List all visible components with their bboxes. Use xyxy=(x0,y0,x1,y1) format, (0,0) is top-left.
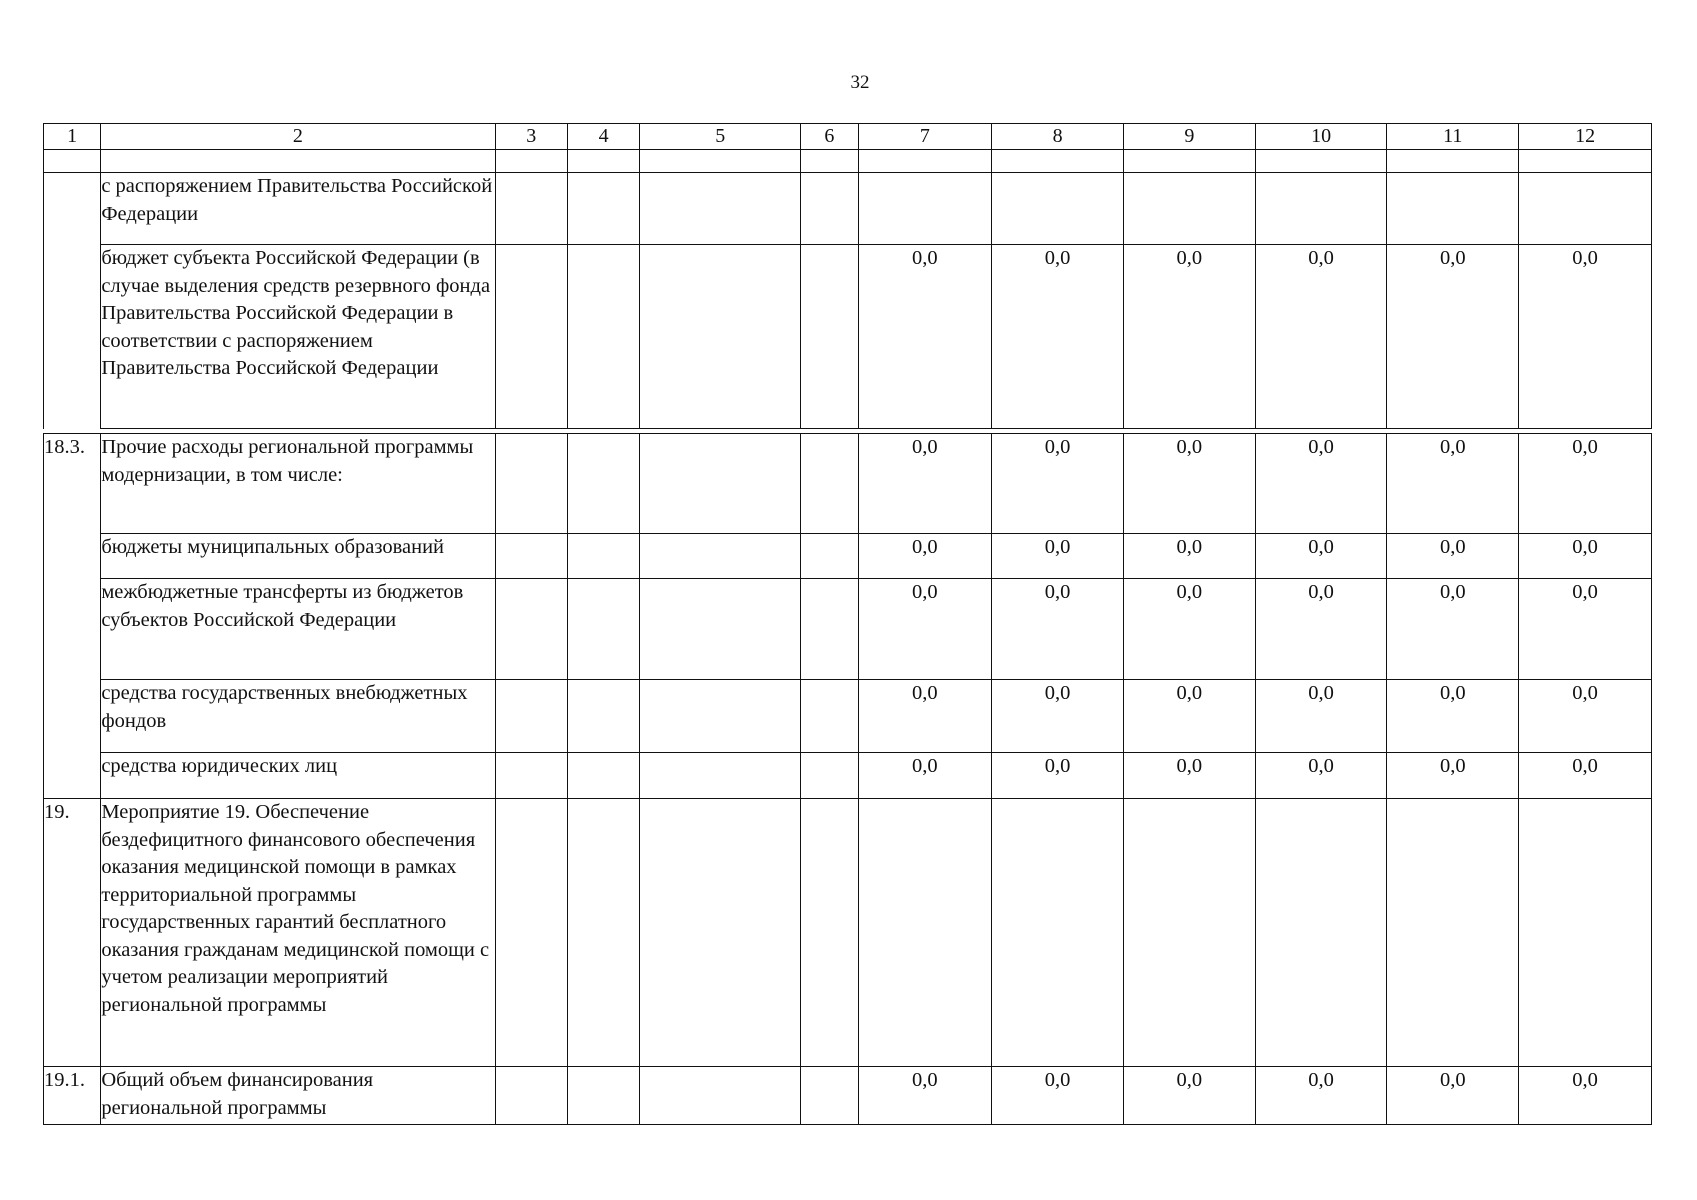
financing-table-continued xyxy=(43,433,1652,1125)
table-row xyxy=(44,579,1652,680)
value-cell: 0,0 xyxy=(1387,680,1519,753)
column-header: 9 xyxy=(1123,124,1255,150)
value-cell: 0,0 xyxy=(858,534,992,579)
value-cell: 0,0 xyxy=(858,434,992,534)
value-cell: 0,0 xyxy=(1387,534,1519,579)
spacer-row xyxy=(44,150,1652,173)
column-header: 2 xyxy=(101,124,495,150)
column-number-row xyxy=(44,124,1652,150)
value-cell: 0,0 xyxy=(1519,534,1652,579)
value-cell: 0,0 xyxy=(1519,434,1652,534)
value-cell xyxy=(992,799,1124,1067)
column-header: 7 xyxy=(858,124,992,150)
value-cell xyxy=(858,799,992,1067)
value-cell xyxy=(858,173,992,245)
value-cell: 0,0 xyxy=(1519,1067,1652,1125)
value-cell: 0,0 xyxy=(1519,753,1652,799)
column-header: 3 xyxy=(495,124,567,150)
row-number: 18.3. xyxy=(44,434,101,799)
column-header: 5 xyxy=(640,124,801,150)
value-cell: 0,0 xyxy=(858,680,992,753)
value-cell: 0,0 xyxy=(1387,1067,1519,1125)
table-row xyxy=(44,534,1652,579)
value-cell: 0,0 xyxy=(1123,680,1255,753)
row-description: межбюджетные трансферты из бюджетов субъектов Российской Федерации xyxy=(101,579,495,680)
value-cell: 0,0 xyxy=(1255,753,1387,799)
row-description: средства государственных внебюджетных фондов xyxy=(101,680,495,753)
value-cell: 0,0 xyxy=(1519,245,1652,429)
row-description: бюджет субъекта Российской Федерации (в случае выделения средств резервного фонда Правительства Российской Федерации в соответствии с распоряжением Правительства Российской Федерации xyxy=(101,245,495,429)
table-row xyxy=(44,1067,1652,1125)
table-row xyxy=(44,245,1652,429)
row-description: средства юридических лиц xyxy=(101,753,495,799)
value-cell: 0,0 xyxy=(1387,579,1519,680)
financing-table xyxy=(43,123,1652,429)
value-cell: 0,0 xyxy=(992,534,1124,579)
value-cell: 0,0 xyxy=(992,579,1124,680)
column-header: 10 xyxy=(1255,124,1387,150)
value-cell: 0,0 xyxy=(1519,579,1652,680)
row-description: с распоряжением Правительства Российской Федерации xyxy=(101,173,495,245)
row-description: Мероприятие 19. Обеспечение бездефицитного финансового обеспечения оказания медицинской помощи в рамках территориальной программы государственных гарантий бесплатного оказания гражданам медицинской помощи с учетом реализации мероприятий региональной программы xyxy=(101,799,495,1067)
table-row xyxy=(44,434,1652,534)
column-header: 11 xyxy=(1387,124,1519,150)
value-cell: 0,0 xyxy=(1123,1067,1255,1125)
row-description: Общий объем финансирования региональной программы xyxy=(101,1067,495,1125)
value-cell: 0,0 xyxy=(1255,579,1387,680)
value-cell: 0,0 xyxy=(1519,680,1652,753)
value-cell xyxy=(1519,799,1652,1067)
value-cell: 0,0 xyxy=(1255,1067,1387,1125)
value-cell: 0,0 xyxy=(1387,434,1519,534)
row-number: 19. xyxy=(44,799,101,1067)
value-cell: 0,0 xyxy=(1255,534,1387,579)
value-cell: 0,0 xyxy=(1123,534,1255,579)
value-cell xyxy=(1123,173,1255,245)
value-cell: 0,0 xyxy=(1123,245,1255,429)
value-cell: 0,0 xyxy=(992,245,1124,429)
value-cell xyxy=(1123,799,1255,1067)
value-cell xyxy=(1255,799,1387,1067)
column-header: 4 xyxy=(567,124,639,150)
value-cell: 0,0 xyxy=(1255,434,1387,534)
value-cell xyxy=(1387,799,1519,1067)
value-cell xyxy=(1255,173,1387,245)
value-cell: 0,0 xyxy=(992,434,1124,534)
value-cell: 0,0 xyxy=(1123,579,1255,680)
value-cell: 0,0 xyxy=(992,1067,1124,1125)
table-row xyxy=(44,680,1652,753)
value-cell: 0,0 xyxy=(858,245,992,429)
row-description: бюджеты муниципальных образований xyxy=(101,534,495,579)
value-cell: 0,0 xyxy=(1123,753,1255,799)
value-cell: 0,0 xyxy=(858,753,992,799)
value-cell xyxy=(992,173,1124,245)
table-row xyxy=(44,799,1652,1067)
value-cell: 0,0 xyxy=(858,1067,992,1125)
column-header: 1 xyxy=(44,124,101,150)
table-row xyxy=(44,173,1652,245)
value-cell: 0,0 xyxy=(1255,245,1387,429)
value-cell: 0,0 xyxy=(1123,434,1255,534)
table-row xyxy=(44,753,1652,799)
value-cell: 0,0 xyxy=(1255,680,1387,753)
value-cell: 0,0 xyxy=(992,680,1124,753)
value-cell: 0,0 xyxy=(992,753,1124,799)
row-number: 19.1. xyxy=(44,1067,101,1125)
value-cell xyxy=(1519,173,1652,245)
column-header: 6 xyxy=(801,124,858,150)
page-number: 32 xyxy=(850,72,870,93)
value-cell: 0,0 xyxy=(1387,753,1519,799)
row-number xyxy=(44,173,101,429)
row-description: Прочие расходы региональной программы модернизации, в том числе: xyxy=(101,434,495,534)
value-cell: 0,0 xyxy=(858,579,992,680)
value-cell: 0,0 xyxy=(1387,245,1519,429)
column-header: 12 xyxy=(1519,124,1652,150)
value-cell xyxy=(1387,173,1519,245)
column-header: 8 xyxy=(992,124,1124,150)
